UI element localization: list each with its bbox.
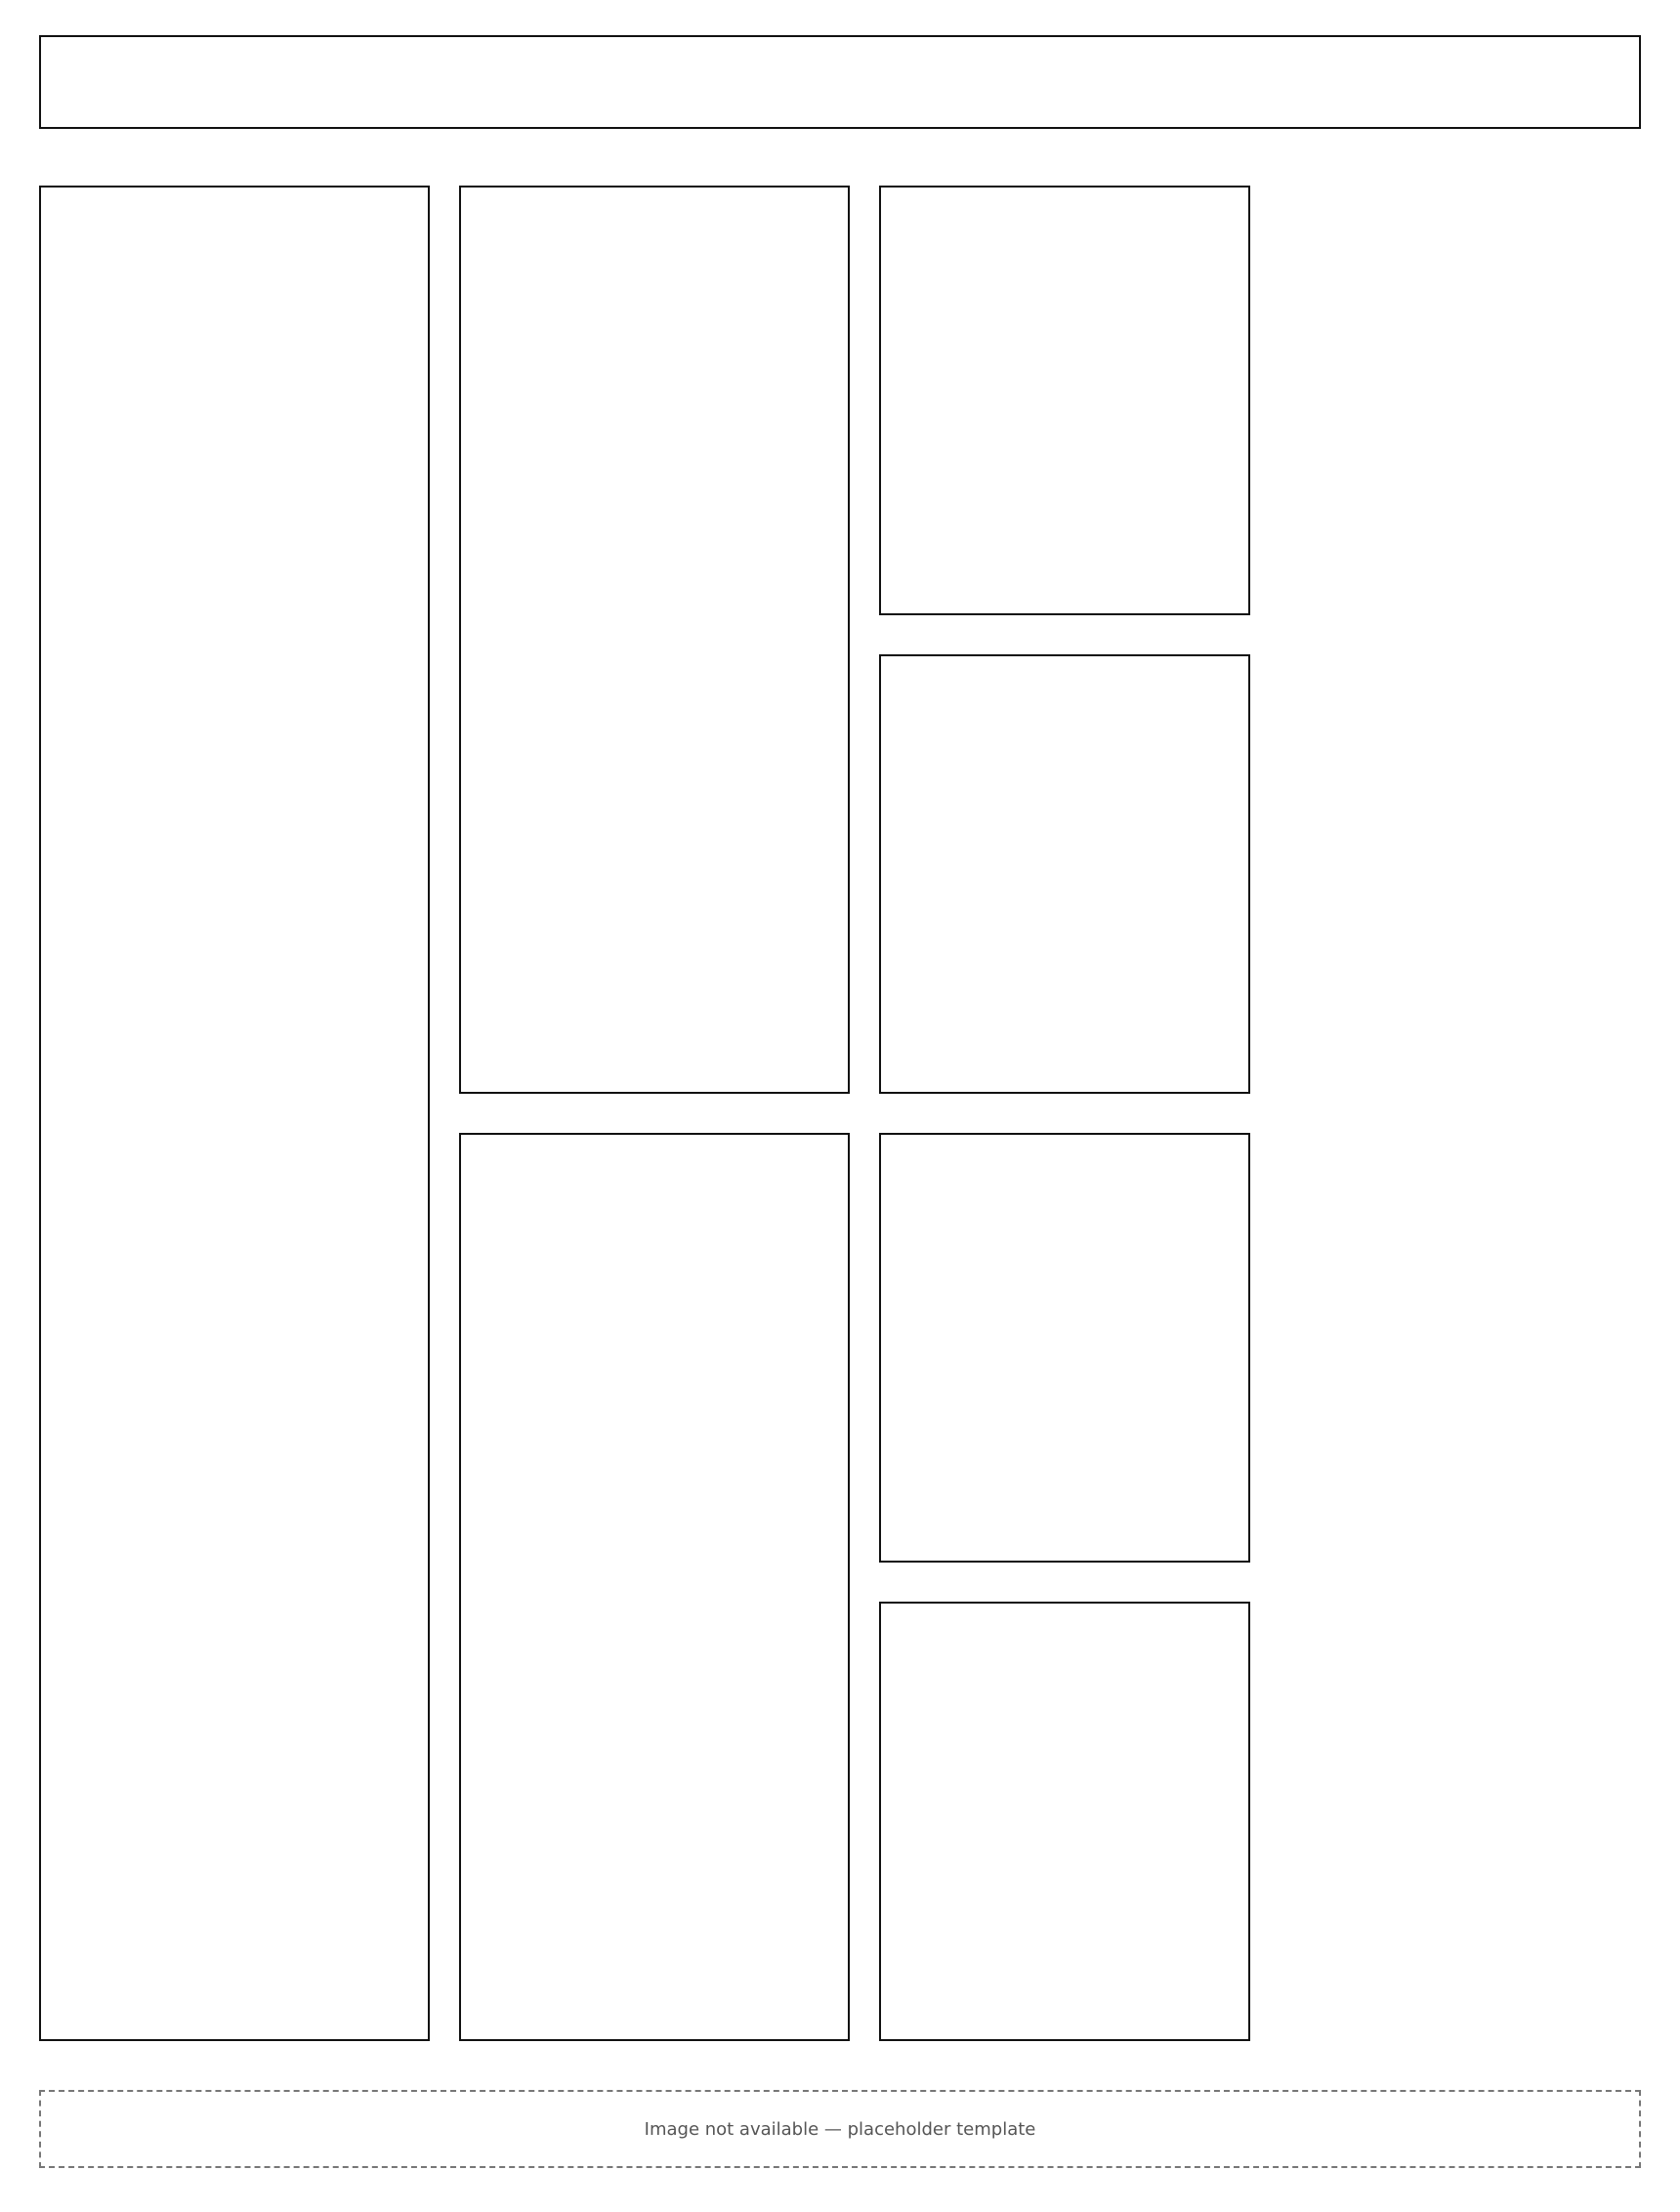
- sire-card: [459, 186, 850, 1094]
- subject-card: [39, 186, 430, 2041]
- granddam-maternal-card: [879, 1602, 1250, 2041]
- document-header: [39, 35, 1641, 129]
- grandsire-paternal-card: [879, 186, 1250, 615]
- grandsire-maternal-card: [879, 1133, 1250, 1563]
- placeholder-notice: Image not available — placeholder template: [39, 2090, 1641, 2168]
- granddam-paternal-card: [879, 654, 1250, 1094]
- dam-card: [459, 1133, 850, 2041]
